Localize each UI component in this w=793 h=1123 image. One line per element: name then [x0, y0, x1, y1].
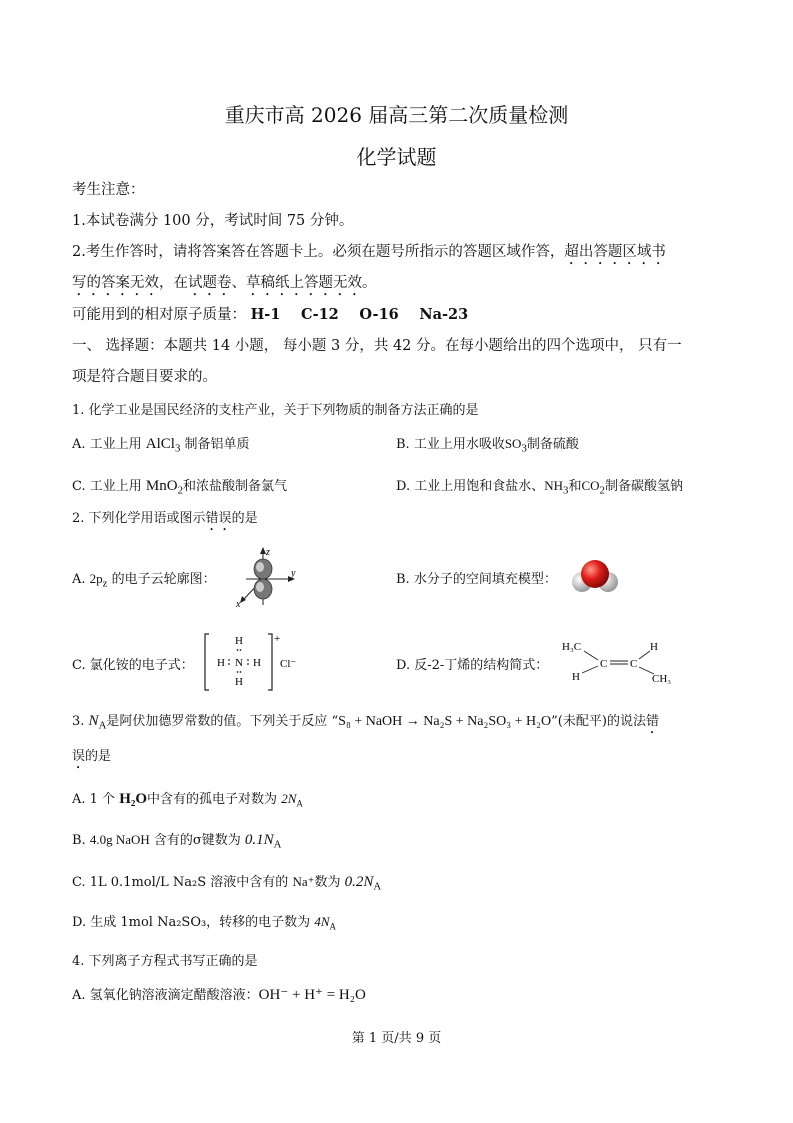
trans-2-butene-structure — [560, 636, 680, 686]
pz-orbital-diagram — [228, 545, 303, 609]
svg-text:C: C — [600, 658, 608, 670]
water-space-filling-model — [570, 556, 620, 598]
svg-text:N: N — [235, 657, 243, 669]
q3-reaction-equation: S₈ + NaOH → Na₂S + Na₂SO₃ + H₂O — [338, 714, 552, 729]
page-footer: 第 1 页/共 9 页 — [351, 1031, 442, 1046]
mass-h: H-1 — [250, 306, 281, 323]
q2-option-b: B. 水分子的空间填充模型： — [396, 572, 557, 587]
axis-z-label: z — [266, 547, 270, 558]
page-title: 重庆市高 2026 届高三第二次质量检测 — [224, 103, 569, 127]
q1-option-b: B. 工业上用水吸收$SO_3$制备硫酸 — [396, 436, 579, 455]
svg-text:H: H — [253, 657, 261, 669]
svg-text:H: H — [650, 641, 658, 653]
q1-stem: 1. 化学工业是国民经济的支柱产业，关于下列物质的制备方法正确的是 — [72, 403, 479, 418]
q3-stem-line1: 3. $N_A$是阿伏加德罗常数的值。下列关于反应 “S₈ + NaOH → Na₂S + Na₂SO₃ + H₂O”(未配平)的说法错 — [72, 713, 659, 732]
svg-text:H: H — [235, 635, 243, 647]
q1-option-c: C. 工业上用 MnO$_2$和浓盐酸制备氯气 — [72, 478, 287, 497]
q2-option-a: A. $2p_z$ 的电子云轮廓图： — [72, 571, 216, 590]
q2-option-c: C. 氯化铵的电子式： — [72, 658, 194, 673]
svg-text:CH₃: CH₃ — [652, 673, 672, 685]
atomic-masses: 可能用到的相对原子质量： H-1 C-12 O-16 Na-23 — [72, 306, 469, 323]
charge-plus: + — [274, 633, 281, 645]
ammonium-chloride-electron-formula — [200, 630, 300, 694]
q3-option-c: C. 1L 0.1mol/L Na₂S 溶液中含有的 Na⁺数为 $0.2N_A$ — [72, 874, 382, 893]
notes-heading: 考生注意： — [72, 182, 145, 198]
q4-option-a: A. 氢氧化钠溶液滴定醋酸溶液：OH⁻ + H⁺ = H₂O — [72, 987, 366, 1003]
chloride-ion: Cl⁻ — [280, 658, 297, 670]
q3-stem-line2: 误的是 — [72, 749, 112, 764]
q3-option-d: D. 生成 1mol Na₂SO₃，转移的电子数为 $4N_A$ — [72, 914, 336, 932]
axis-x-label: x — [236, 599, 241, 609]
note-1: 1.本试卷满分 100 分，考试时间 75 分钟。 — [72, 213, 354, 229]
svg-text:H₃C: H₃C — [562, 641, 582, 653]
q4-stem: 4. 下列离子方程式书写正确的是 — [72, 954, 258, 969]
q3-option-b: B. 4.0g NaOH 含有的σ键数为 $0.1N_A$ — [72, 832, 282, 851]
section-heading-line2: 项是符合题目要求的。 — [72, 369, 217, 385]
svg-text:H: H — [572, 671, 580, 683]
section-heading-line1: 一、 选择题：本题共 14 小题， 每小题 3 分，共 42 分。在每小题给出的四个选项中， 只有一 — [72, 338, 682, 354]
svg-text:C: C — [630, 658, 638, 670]
svg-text:H: H — [217, 657, 225, 669]
note-2-line1: 2.考生作答时，请将答案答在答题卡上。必须在题号所指示的答题区域作答，超出答题区域书 — [72, 244, 666, 260]
q2-stem: 2. 下列化学用语或图示错误的是 — [72, 511, 258, 526]
mass-o: O-16 — [359, 306, 399, 323]
q2-option-d: D. 反-2-丁烯的结构简式： — [396, 658, 549, 673]
axis-y-label: y — [291, 568, 296, 579]
oxygen-atom — [581, 560, 609, 588]
svg-text:H: H — [235, 676, 243, 688]
q3-option-a: A. 1 个 H₂O中含有的孤电子对数为 $2N_A$ — [72, 791, 303, 809]
q1-option-a: A. 工业上用 AlCl$_3$ 制备铝单质 — [72, 436, 250, 455]
mass-na: Na-23 — [419, 306, 469, 323]
note-2-line2: 写的答案无效，在试题卷、草稿纸上答题无效。 — [72, 275, 377, 291]
page-subtitle: 化学试题 — [356, 145, 437, 169]
mass-c: C-12 — [301, 306, 339, 323]
q1-option-d: D. 工业上用饱和食盐水、$NH_3$和$CO_2$制备碳酸氢钠 — [396, 478, 683, 497]
